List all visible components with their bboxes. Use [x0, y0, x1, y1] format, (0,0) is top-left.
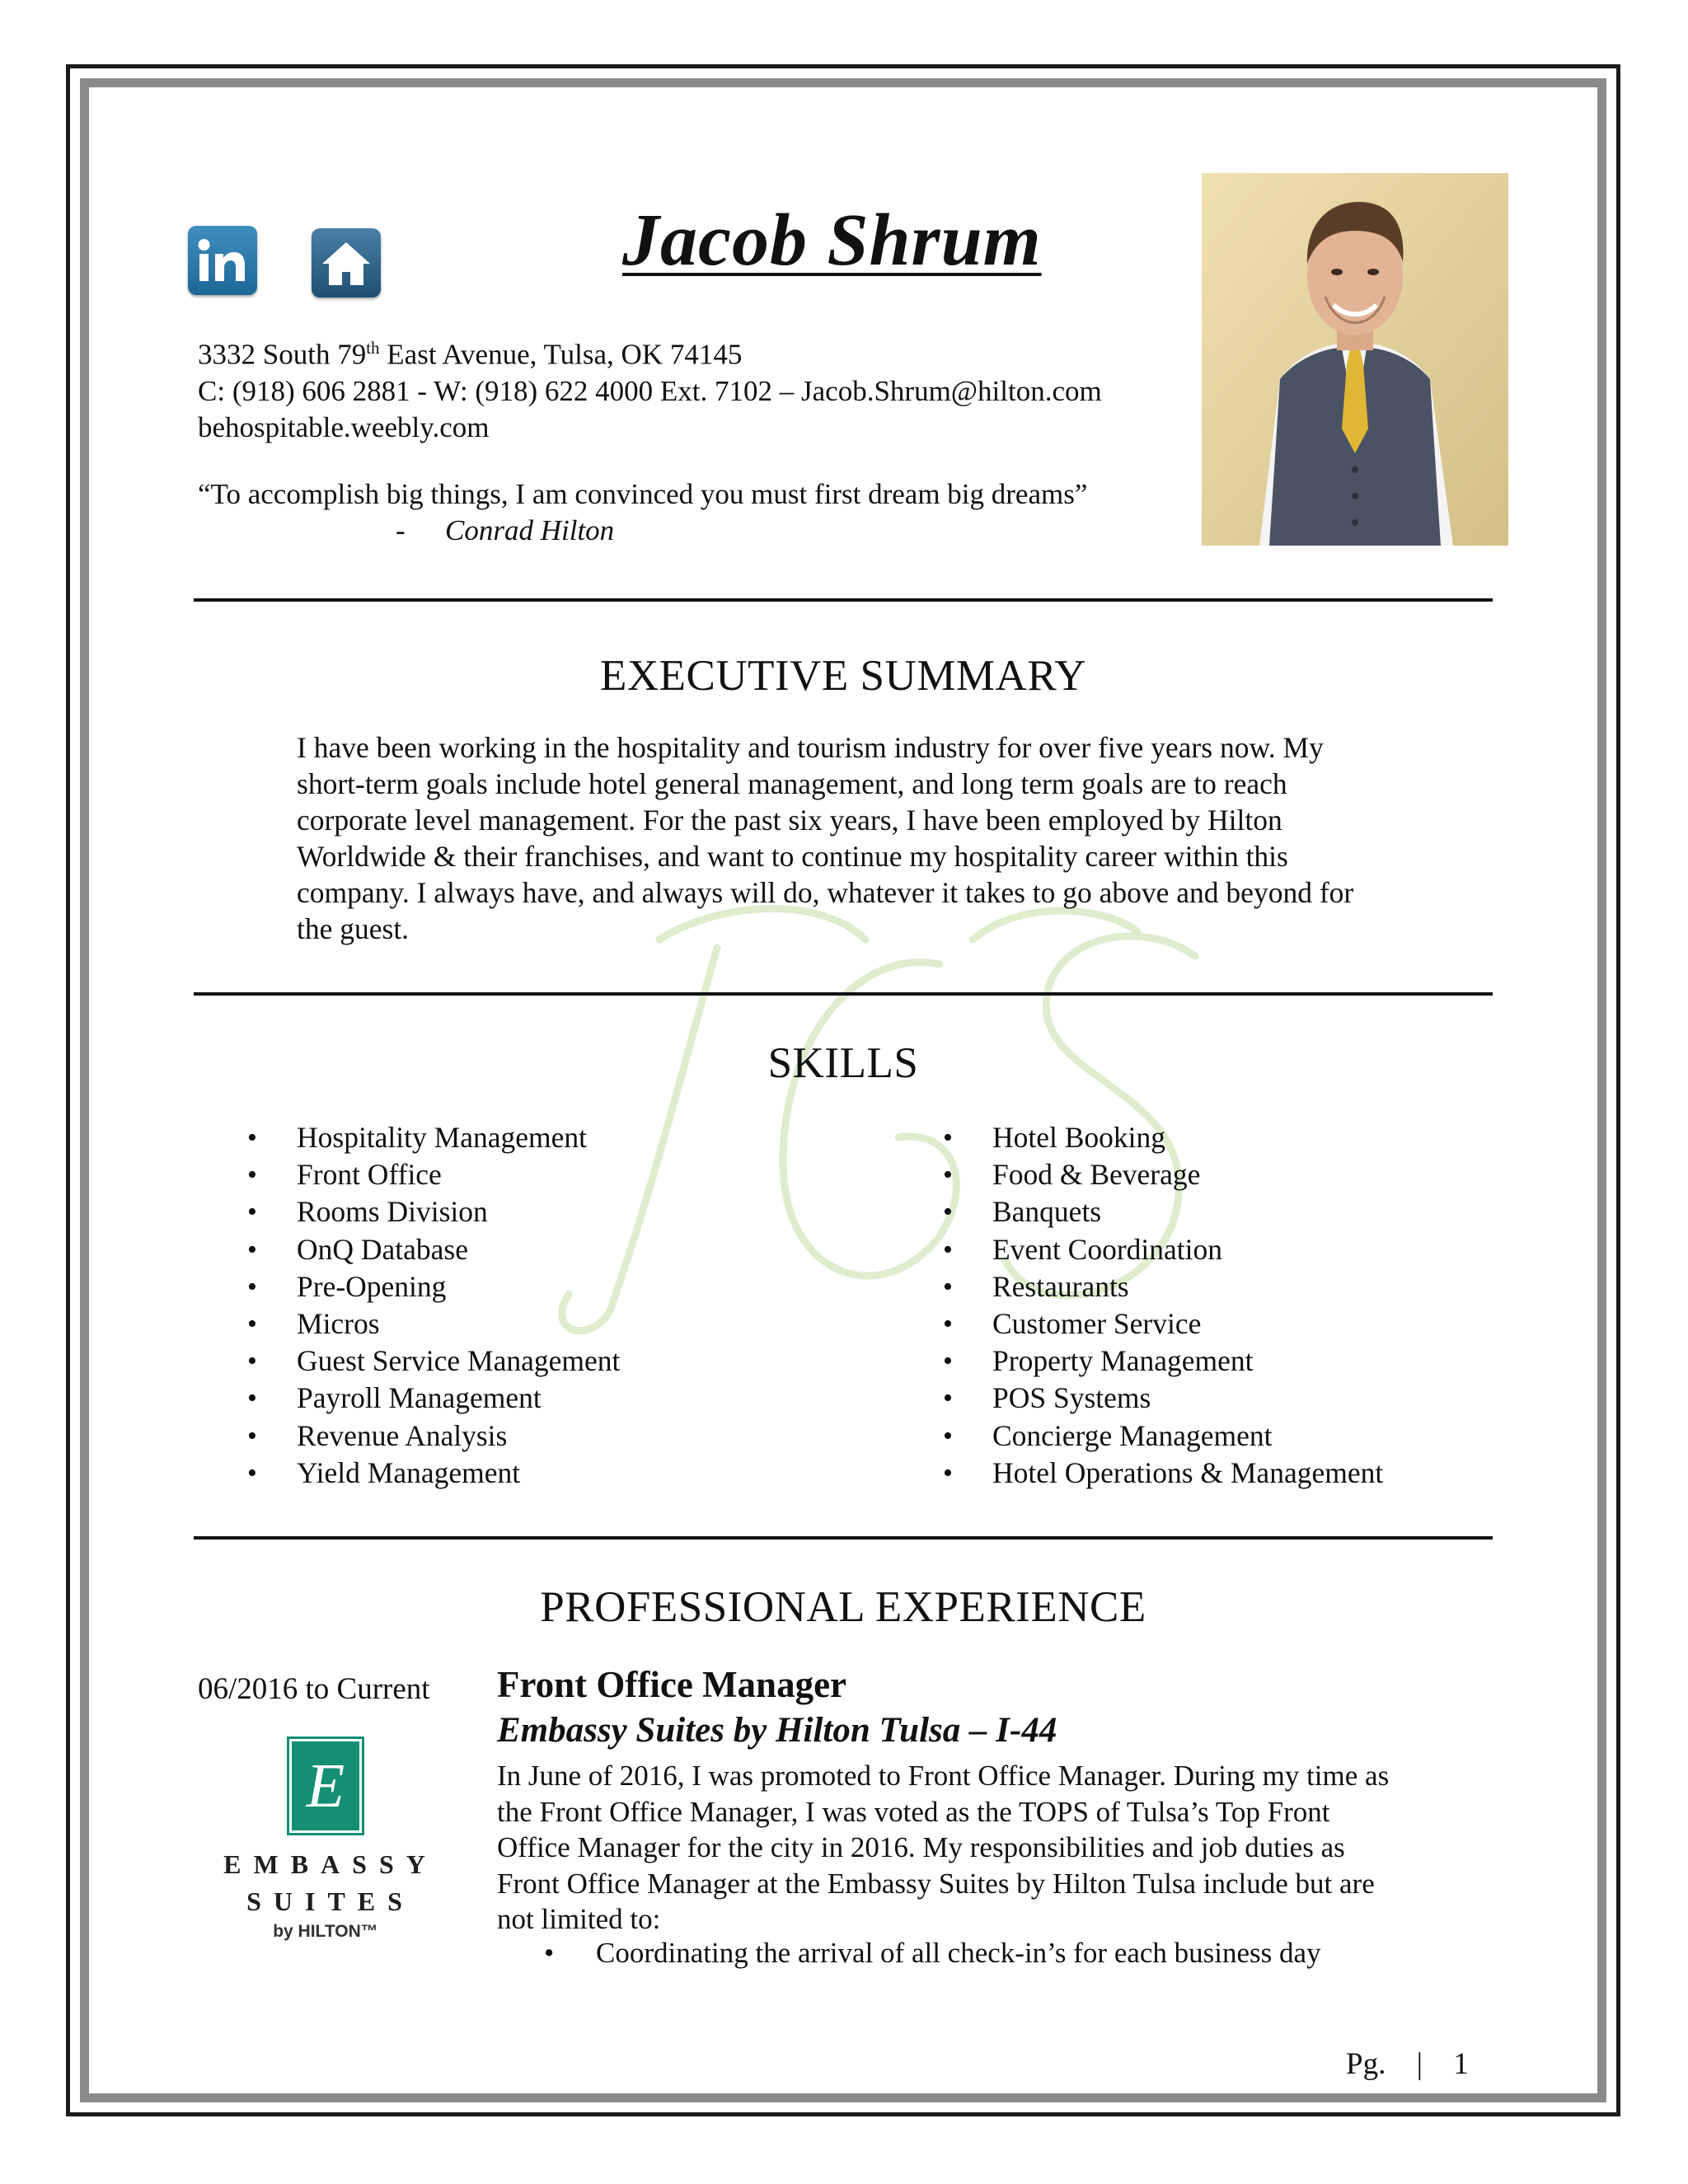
page-footer: [1346, 2046, 1469, 2082]
skill-item: • Property Management: [943, 1343, 1383, 1380]
divider-header: [194, 598, 1493, 602]
job-dates: 06/2016 to Current: [198, 1672, 430, 1706]
skill-item: • Hotel Booking: [943, 1119, 1383, 1156]
skill-item: • Customer Service: [943, 1305, 1383, 1343]
phone-email-line[interactable]: C: (918) 606 2881 - W: (918) 622 4000 Ext. 7102 – Jacob.Shrum@hilton.com: [198, 374, 1102, 407]
job-description-line: Front Office Manager at the Embassy Suites by Hilton Tulsa include but are: [497, 1867, 1375, 1900]
skill-item: • Restaurants: [943, 1268, 1383, 1305]
contact-block: [198, 330, 1102, 446]
skills-list-right: [943, 1119, 1383, 1492]
skills-heading: SKILLS: [767, 1039, 919, 1087]
job-duties-list: [544, 1935, 1321, 1971]
quote-author: Conrad Hilton: [445, 514, 615, 546]
skill-item: • Food & Beverage: [943, 1156, 1383, 1193]
skill-item: • Front Office: [247, 1156, 620, 1193]
summary-body: [297, 729, 1484, 947]
skill-item: • Guest Service Management: [247, 1343, 620, 1380]
summary-line: short-term goals include hotel general management, and long term goals are to reach: [297, 767, 1287, 800]
logo-text-hilton: by HILTON™: [273, 1922, 378, 1941]
resume-name: Jacob Shrum: [622, 199, 1042, 281]
website-link[interactable]: behospitable.weebly.com: [198, 410, 490, 443]
linkedin-glyph: [197, 237, 248, 284]
skill-item: • Micros: [247, 1305, 620, 1343]
skill-item: • Hospitality Management: [247, 1119, 620, 1156]
embassy-suites-logo-mark: E: [289, 1739, 362, 1833]
divider-skills: [194, 1536, 1493, 1540]
address-city: East Avenue, Tulsa, OK 74145: [379, 338, 743, 371]
skill-item: • Revenue Analysis: [247, 1418, 620, 1455]
summary-line: corporate level management. For the past six years, I have been employed by Hilton: [297, 804, 1282, 837]
skill-item: • Payroll Management: [247, 1380, 620, 1417]
skill-item: • Event Coordination: [943, 1231, 1383, 1268]
job-description-line: In June of 2016, I was promoted to Front Office Manager. During my time as: [497, 1760, 1390, 1792]
job-duty-item: • Coordinating the arrival of all check-in’s for each business day: [544, 1935, 1321, 1971]
experience-heading: PROFESSIONAL EXPERIENCE: [540, 1583, 1146, 1631]
quote-attribution: [396, 513, 614, 549]
job-description-line: not limited to:: [497, 1903, 661, 1935]
skill-item: • POS Systems: [943, 1380, 1383, 1417]
summary-heading: EXECUTIVE SUMMARY: [599, 652, 1087, 700]
address-street: 3332 South 79: [198, 338, 367, 371]
profile-photo-illustration: [1202, 173, 1508, 546]
home-icon[interactable]: [312, 228, 381, 298]
skill-item: • Rooms Division: [247, 1193, 620, 1230]
skill-item: • OnQ Database: [247, 1231, 620, 1268]
page-label: Pg.: [1346, 2047, 1386, 2081]
job-description-line: the Front Office Manager, I was voted as the TOPS of Tulsa’s Top Front: [497, 1795, 1330, 1828]
summary-line: company. I always have, and always will do, whatever it takes to go above and beyond for: [297, 876, 1354, 909]
address-ordinal: th: [366, 338, 380, 358]
summary-line: Worldwide & their franchises, and want to continue my hospitality career within this: [297, 840, 1288, 873]
logo-text-suites: SUITES: [246, 1886, 415, 1916]
page-separator: |: [1416, 2047, 1423, 2081]
job-title: Front Office Manager: [497, 1664, 847, 1705]
job-description: [497, 1758, 1503, 1938]
skill-item: • Banquets: [943, 1193, 1383, 1230]
embassy-suites-logo: [206, 1739, 445, 1945]
skills-list-left: [247, 1119, 620, 1492]
skill-item: • Concierge Management: [943, 1418, 1383, 1455]
address-line: [198, 330, 1102, 373]
linkedin-icon[interactable]: [188, 226, 257, 295]
summary-line: I have been working in the hospitality and tourism industry for over five years now. My: [297, 731, 1324, 764]
logo-text-embassy: EMBASSY: [223, 1849, 438, 1879]
skill-item: • Yield Management: [247, 1455, 620, 1492]
job-company: Embassy Suites by Hilton Tulsa – I-44: [497, 1711, 1057, 1750]
page-number: 1: [1453, 2047, 1469, 2081]
skill-item: • Hotel Operations & Management: [943, 1455, 1383, 1492]
divider-summary: [194, 992, 1493, 996]
summary-line: the guest.: [297, 912, 410, 945]
profile-photo: [1202, 173, 1508, 546]
quote-dash: -: [396, 514, 406, 546]
job-description-line: Office Manager for the city in 2016. My responsibilities and job duties as: [497, 1831, 1345, 1863]
house-glyph: [321, 239, 372, 287]
skill-item: • Pre-Opening: [247, 1268, 620, 1305]
quote-text: “To accomplish big things, I am convinced you must first dream big dreams”: [198, 478, 1088, 510]
